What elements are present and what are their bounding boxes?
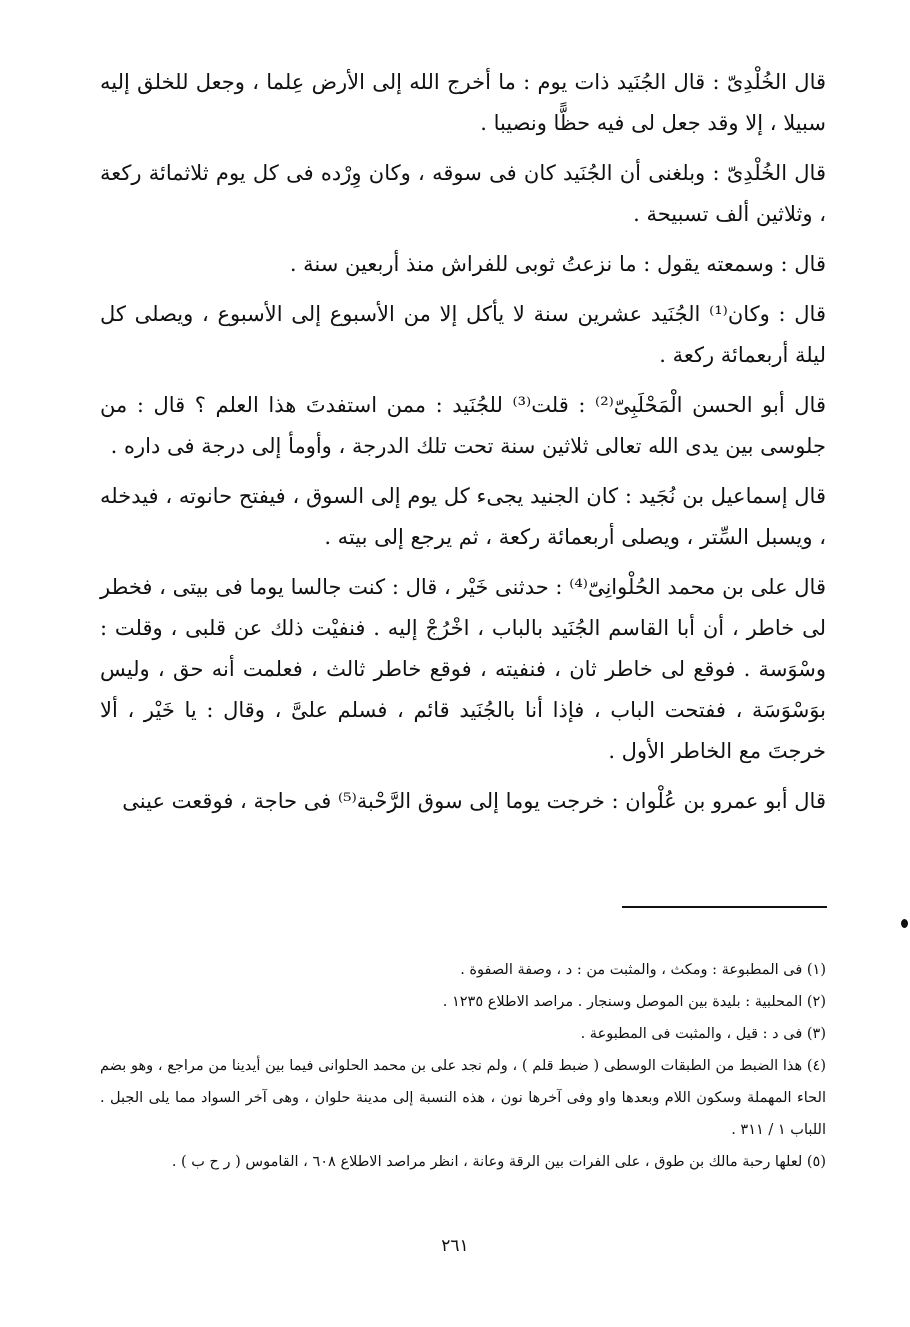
footnotes [100, 954, 826, 1178]
paragraph: قال : وسمعته يقول : ما نزعتُ ثوبى للفراش منذ أربعين سنة . [289, 252, 826, 276]
footnote: (٥) لعلها رحبة مالك بن طوق ، على الفرات بين الرقة وعانة ، انظر مراصد الاطلاع ٦٠٨ ، القاموس ( ر ح ب ) . [171, 1154, 826, 1170]
footnote: (٤) هذا الضبط من الطبقات الوسطى ( ضبط قلم ) ، ولم نجد على بن محمد الحلوانى فيما بين أيدينا من مراجع ، وهو بضم الحاء المهملة وسكون اللام وبعدها واو وفى آخرها نون ، هذه النسبة إلى مدينة حلوان ، وهى آخر السواد مما يلى الجبل . اللباب ١ / ٣١١ . [100, 1058, 826, 1138]
paragraph: قال : وكان⁽¹⁾ الجُنَيد عشرين سنة لا يأكل إلا من الأسبوع إلى الأسبوع ، ويصلى كل ليلة أربعمائة ركعة . [100, 302, 826, 367]
paragraph: قال الخُلْدِىّ : قال الجُنَيد ذات يوم : ما أخرج الله إلى الأرض عِلما ، وجعل للخلق إليه سبيلا ، إلا وقد جعل لى فيه حظًّا ونصيبا . [100, 70, 826, 135]
main-text [100, 62, 826, 831]
paragraph: قال الخُلْدِىّ : وبلغنى أن الجُنَيد كان فى سوقه ، وكان وِرْده فى كل يوم ثلاثمائة ركعة ، وثلاثين ألف تسبيحة . [100, 161, 826, 226]
footnote: (٢) المحلبية : بليدة بين الموصل وسنجار . مراصد الاطلاع ١٢٣٥ . [442, 994, 826, 1010]
footnote: (١) فى المطبوعة : ومكث ، والمثبت من : د ، وصفة الصفوة . [460, 962, 826, 978]
paragraph: قال أبو الحسن الْمَحْلَبِىّ⁽²⁾ : قلت⁽³⁾ للجُنَيد : ممن استفدتَ هذا العلم ؟ قال : من جلوسى بين يدى الله تعالى ثلاثين سنة تحت تلك الدرجة ، وأومأ إلى درجة فى داره . [100, 393, 826, 458]
page-number: ٢٦١ [441, 1236, 469, 1256]
footnote: (٣) فى د : قيل ، والمثبت فى المطبوعة . [580, 1026, 826, 1042]
paragraph: قال أبو عمرو بن عُلْوان : خرجت يوما إلى سوق الرَّحْبة⁽⁵⁾ فى حاجة ، فوقعت عينى [122, 789, 826, 813]
paragraph: قال إسماعيل بن نُجَيد : كان الجنيد يجىء كل يوم إلى السوق ، فيفتح حانوته ، فيدخله ، ويسبل السِّتر ، ويصلى أربعمائة ركعة ، ثم يرجع إلى بيته . [100, 484, 826, 549]
scan-mark [901, 919, 908, 928]
footnote-separator [622, 906, 827, 908]
paragraph: قال على بن محمد الحُلْوانِىّ⁽⁴⁾ : حدثنى خَيْر ، قال : كنت جالسا يوما فى بيتى ، فخطر لى خاطر ، أن أبا القاسم الجُنَيد بالباب ، اخْرُجْ إليه . فنفيْت ذلك عن قلبى ، وقلت : وسْوَسة . فوقع لى خاطر ثان ، فنفيته ، فوقع خاطر ثالث ، فعلمت أنه حق ، وليس بوَسْوَسَة ، ففتحت الباب ، فإذا أنا بالجُنَيد قائم ، فسلم علىَّ ، وقال : يا خَيْر ، ألا خرجتَ مع الخاطر الأول . [100, 575, 826, 763]
